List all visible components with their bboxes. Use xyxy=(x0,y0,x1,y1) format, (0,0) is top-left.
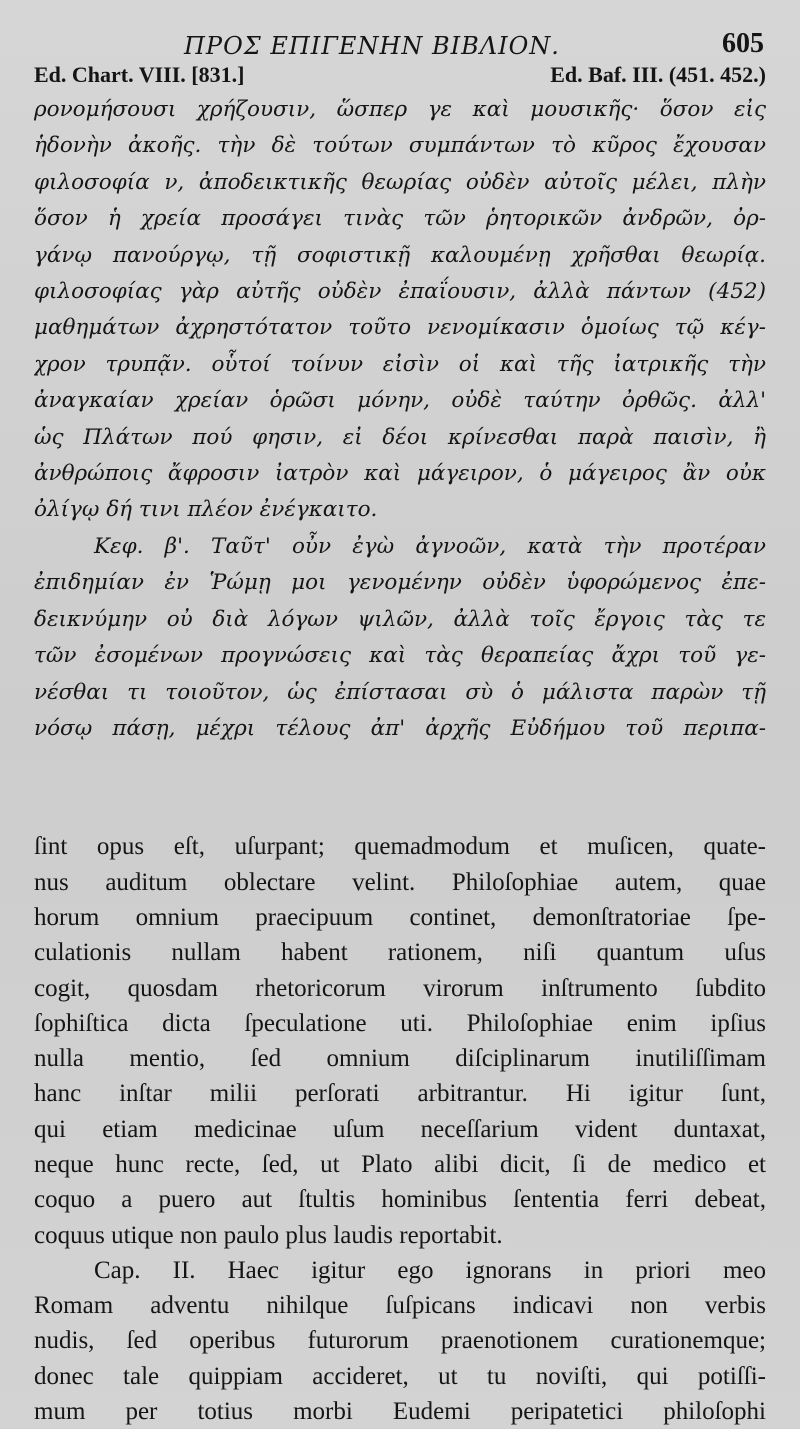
latin-line: ſint opus eſt, uſurpant; quemadmodum et muſicen, quate- xyxy=(34,833,766,861)
greek-line: νόσῳ πάσῃ, μέχρι τέλους ἀπ' ἀρχῆς Εὐδήμου τοῦ περιπα- xyxy=(34,715,766,741)
latin-line: neque hunc recte, ſed, ut Plato alibi dicit, ſi de medico et xyxy=(34,1150,766,1178)
section-gap xyxy=(34,747,766,829)
latin-line: Romam adventu nihilque ſuſpicans indicavi non verbis xyxy=(34,1292,766,1320)
greek-line: ἀνθρώποις ἄφροσιν ἰατρὸν καὶ μάγειρον, ὁ μάγειρος ἂν οὐκ xyxy=(34,461,766,487)
latin-line: Cap. II. Haec igitur ego ignorans in priori meo xyxy=(94,1256,766,1284)
greek-text xyxy=(34,92,766,747)
latin-line: nudis, ſed operibus futurorum praenotionem curationemque; xyxy=(34,1327,766,1355)
greek-line: Κεφ. β'. Ταῦτ' οὖν ἐγὼ ἀγνοῶν, κατὰ τὴν προτέραν xyxy=(94,533,766,559)
latin-line: ſophiſtica dicta ſpeculatione uti. Philoſophiae enim ipſius xyxy=(34,1009,766,1037)
edition-basel: Ed. Baf. III. (451. 452.) xyxy=(550,62,766,87)
latin-line: coquo a puero aut ſtultis hominibus ſententia ferri debeat, xyxy=(34,1186,766,1214)
greek-line: φιλοσοφίας γὰρ αὐτῆς οὐδὲν ἐπαΐουσιν, ἀλλὰ πάντων (452) xyxy=(34,279,766,305)
greek-line: ἐπιδημίαν ἐν Ῥώμῃ μοι γενομένην οὐδὲν ὑφορώμενος ἐπε- xyxy=(34,570,766,596)
latin-text xyxy=(34,829,766,1429)
greek-line: μαθημάτων ἀχρηστότατον τοῦτο νενομίκασιν ὁμοίως τῷ κέγ- xyxy=(34,315,766,341)
greek-line: ἀναγκαίαν χρείαν ὁρῶσι μόνην, οὐδὲ ταύτην ὀρθῶς. ἀλλ' xyxy=(34,388,766,414)
latin-line: nulla mentio, ſed omnium diſciplinarum inutiliſſimam xyxy=(34,1045,766,1073)
page-header xyxy=(34,28,766,62)
latin-line: mum per totius morbi Eudemi peripatetici philoſophi xyxy=(34,1398,766,1426)
greek-line: ὡς Πλάτων πού φησιν, εἰ δέοι κρίνεσθαι παρὰ παισὶν, ἢ xyxy=(34,424,766,450)
latin-line: hanc inſtar milii perſorati arbitrantur. Hi igitur ſunt, xyxy=(34,1080,766,1108)
greek-line: ὅσον ἡ χρεία προσάγει τινὰς τῶν ῥητορικῶν ἀνδρῶν, ὀρ- xyxy=(34,206,766,232)
latin-line: horum omnium praecipuum continet, demonſtratoriae ſpe- xyxy=(34,903,766,931)
latin-line: qui etiam medicinae uſum neceſſarium vident duntaxat, xyxy=(34,1115,766,1143)
page-number: 605 xyxy=(722,28,764,59)
latin-line: culationis nullam habent rationem, niſi quantum uſus xyxy=(34,939,766,967)
greek-line: δεικνύμην οὐ διὰ λόγων ψιλῶν, ἀλλὰ τοῖς ἔργοις τὰς τε xyxy=(34,606,766,632)
greek-line: χρον τρυπᾷν. οὗτοί τοίνυν εἰσὶν οἱ καὶ τῆς ἰατρικῆς τὴν xyxy=(34,351,766,377)
greek-line: ἡδονὴν ἀκοῆς. τὴν δὲ τούτων συμπάντων τὸ κῦρος ἔχουσαν xyxy=(34,133,766,159)
greek-line: ὀλίγῳ δή τινι πλέον ἐνέγκαιτο. xyxy=(34,497,378,523)
latin-line: nus auditum oblectare velint. Philoſophiae autem, quae xyxy=(34,868,766,896)
edition-reference-line xyxy=(34,62,766,92)
greek-line: νέσθαι τι τοιοῦτον, ὡς ἐπίστασαι σὺ ὁ μάλιστα παρὼν τῇ xyxy=(34,679,766,705)
greek-line: φιλοσοφία ν, ἀποδεικτικῆς θεωρίας οὐδὲν αὐτοῖς μέλει, πλὴν xyxy=(34,169,766,195)
greek-line: τῶν ἐσομένων προγνώσεις καὶ τὰς θεραπείας ἄχρι τοῦ γε- xyxy=(34,643,766,669)
greek-line: γάνῳ πανούργῳ, τῇ σοφιστικῇ καλουμένῃ χρῆσθαι θεωρίᾳ. xyxy=(34,242,766,268)
edition-chartier: Ed. Chart. VIII. [831.] xyxy=(34,62,245,87)
latin-line: cogit, quosdam rhetoricorum virorum inſtrumento ſubdito xyxy=(34,974,766,1002)
latin-line: coquus utique non paulo plus laudis reportabit. xyxy=(34,1221,503,1249)
latin-line: donec tale quippiam accideret, ut tu noviſti, qui potiſſi- xyxy=(34,1362,766,1390)
greek-line: ρονομήσουσι χρήζουσιν, ὥσπερ γε καὶ μουσικῆς· ὅσον εἰς xyxy=(34,97,766,122)
running-title: ΠΡΟΣ ΕΠΙΓΕΝΗΝ ΒΙΒΛΙΟΝ. xyxy=(184,32,560,60)
